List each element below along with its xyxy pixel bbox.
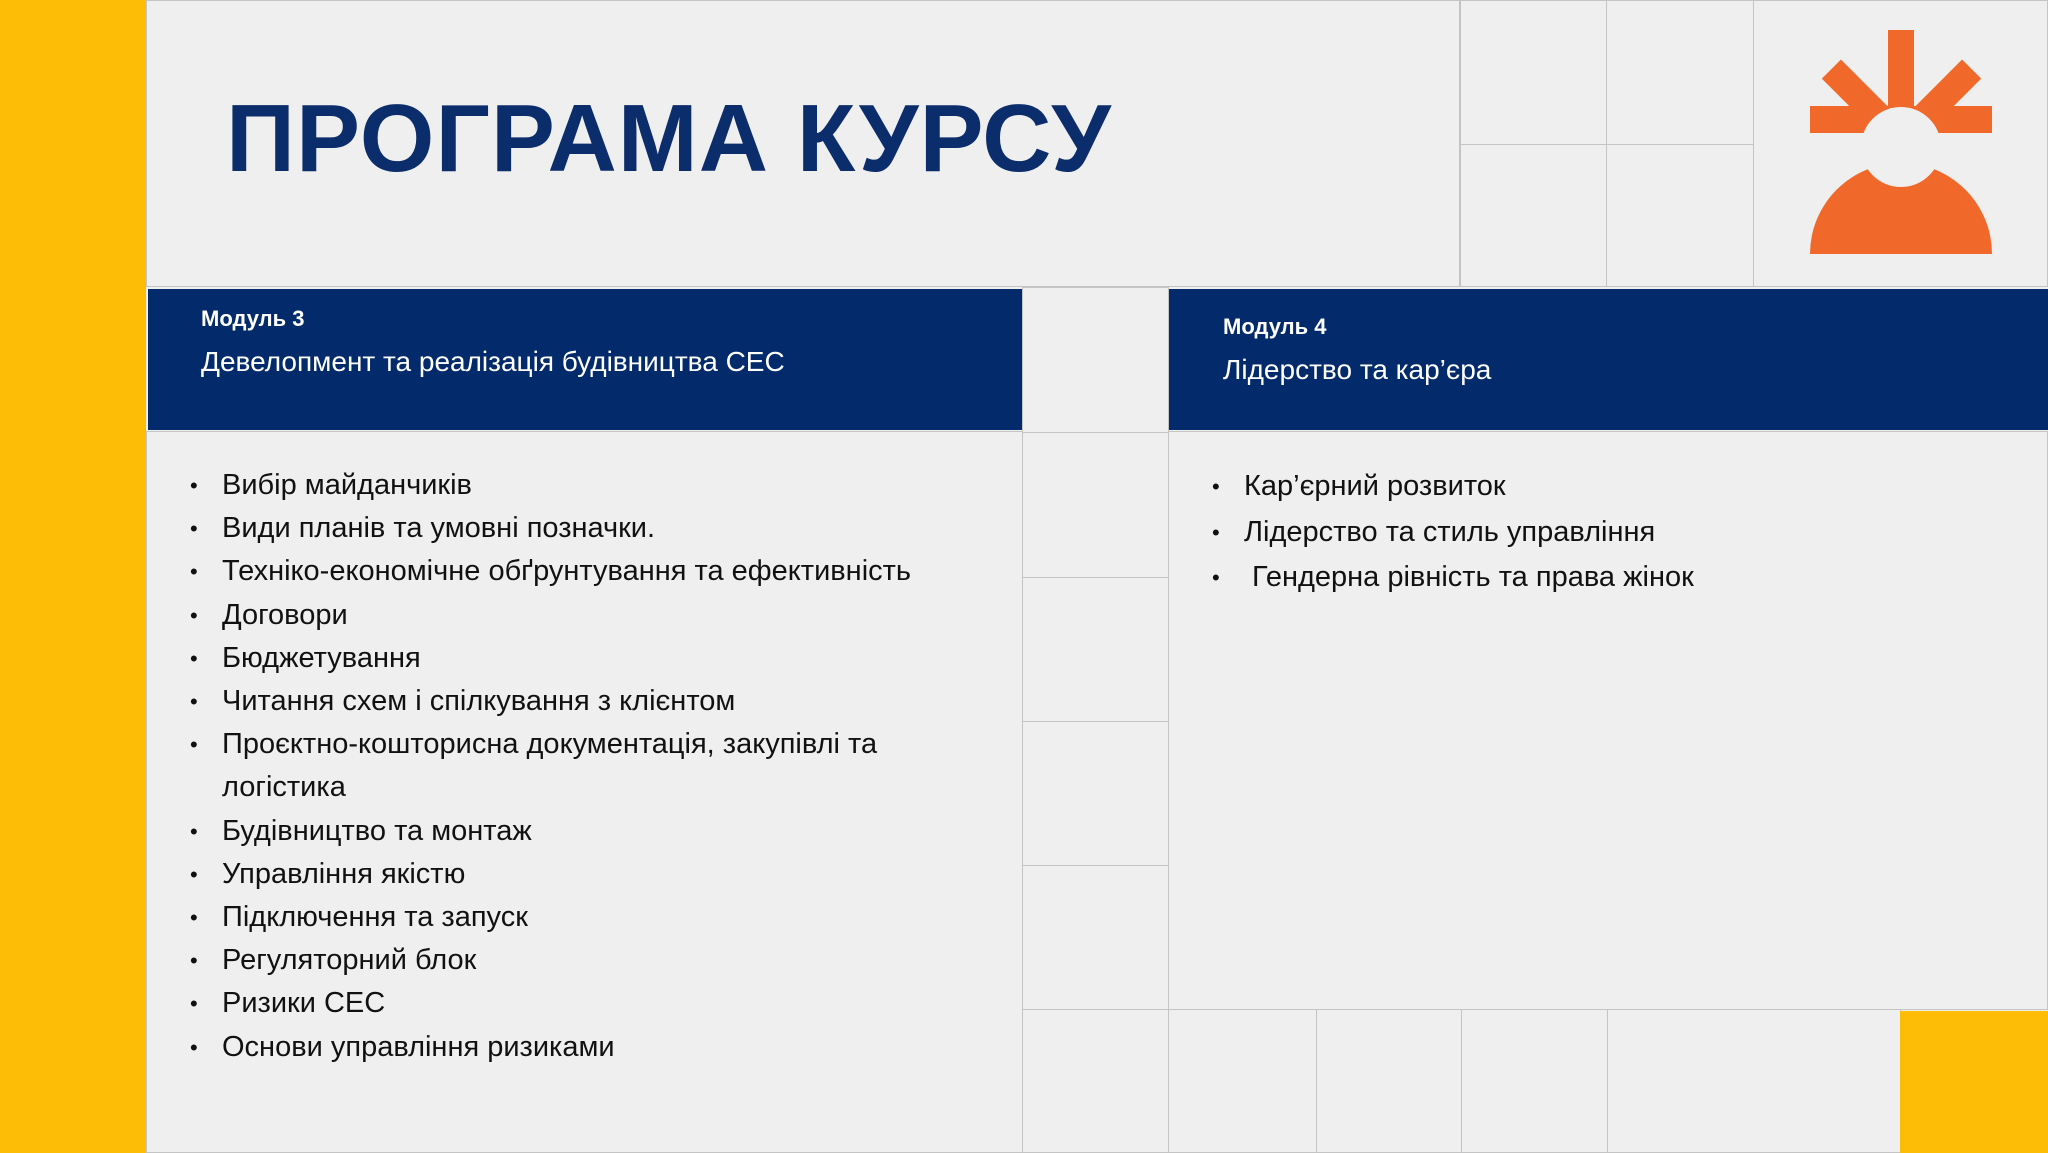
list-item: • Ризики СЕС [190,982,911,1025]
left-accent-bar [0,0,146,1153]
module-4-number: Модуль 4 [1223,314,1327,339]
list-item: • Види планів та умовні позначки. [190,507,911,550]
grid-cell [1606,0,1754,145]
module-3-title: Девелопмент та реалізація будівництва СЕС [201,346,785,377]
sun-logo-icon [1800,22,2000,262]
list-item: • Підключення та запуск [190,896,911,939]
list-item: • Бюджетування [190,637,911,680]
page-title: ПРОГРАМА КУРСУ [226,85,1112,192]
module-4-title: Лідерство та кар’єра [1223,354,1492,385]
list-item: • Кар’єрний розвиток [1212,464,1694,510]
module-3-topic-list [190,464,911,1069]
list-item: • Основи управління ризиками [190,1026,911,1069]
list-item: • Лідерство та стиль управління [1212,510,1694,556]
list-item-continuation: логістика [222,771,346,804]
grid-cell [1316,1009,1462,1153]
corner-accent-square [1900,1011,2048,1153]
list-item: • Читання схем і спілкування з клієнтом [190,680,911,723]
list-item: • Техніко-економічне обґрунтування та ефективність [190,550,911,593]
module-3-body [146,431,1023,1153]
grid-cell [1022,1009,1169,1153]
grid-cell [1022,432,1169,578]
grid-cell [1461,1009,1608,1153]
list-item: • Управління якістю [190,853,911,896]
grid-cell [1022,577,1169,722]
grid-cell [1607,1009,1901,1153]
module-4-header [1169,289,2048,430]
grid-cell [1022,865,1169,1010]
grid-cell [1606,144,1754,287]
grid-cell [1460,0,1607,145]
list-item: • Проєктно-кошторисна документація, закупівлі та [190,723,911,766]
list-item: • Будівництво та монтаж [190,810,911,853]
list-item: • Вибір майданчиків [190,464,911,507]
module-4-body [1168,431,2048,1010]
grid-cell [1460,144,1607,287]
module-3-number: Модуль 3 [201,306,305,331]
grid-cell [1022,287,1169,433]
list-item: • Гендерна рівність та права жінок [1212,555,1694,601]
grid-cell [1168,1009,1317,1153]
module-4-topic-list [1212,464,1694,601]
list-item: • Договори [190,594,911,637]
module-3-header [148,289,1022,430]
list-item: • Регуляторний блок [190,939,911,982]
grid-cell [1022,721,1169,866]
